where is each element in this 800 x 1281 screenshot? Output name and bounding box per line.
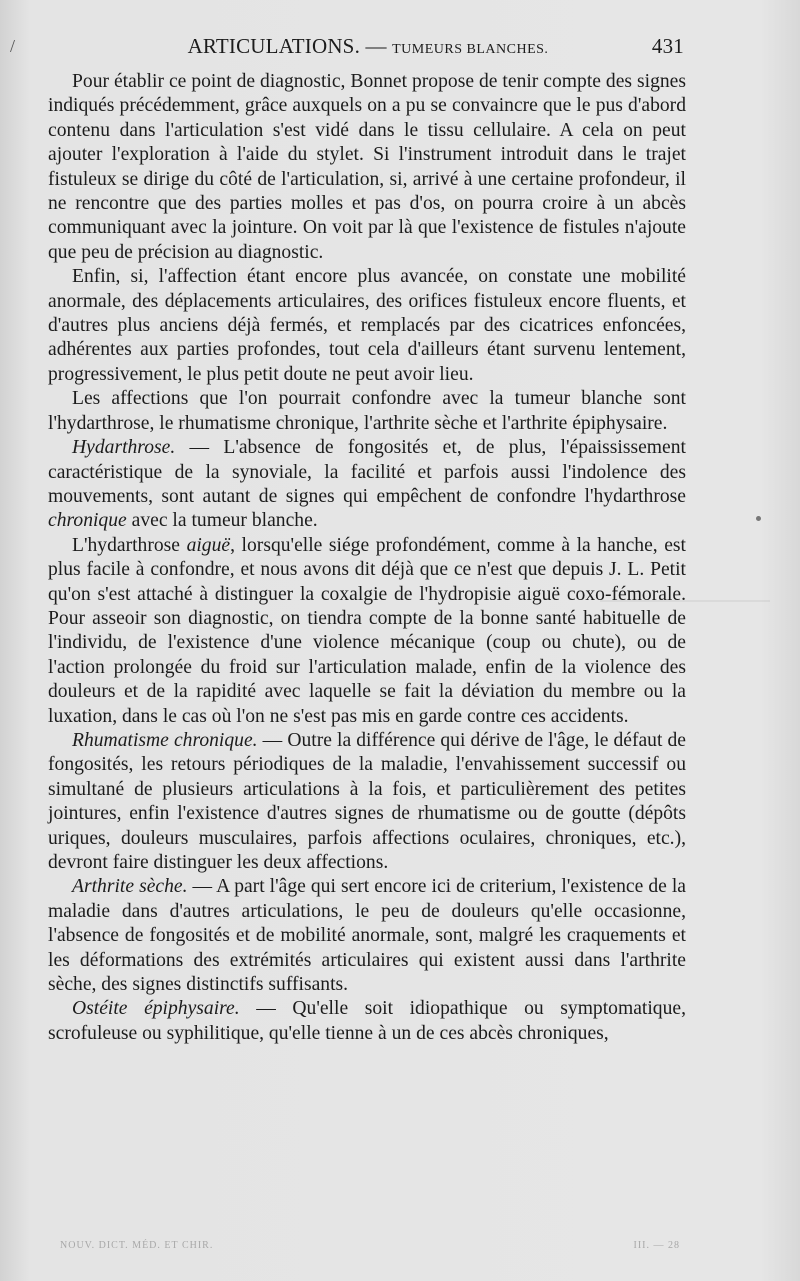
text-run: — L'absence de fongosités et, de plus, l'épaississement caractéristique de la synoviale, la facilité et parfois aussi l'indolence des mouvements, sont autant de signes qui empêchent de confondre l'hydarthrose <box>48 437 686 507</box>
running-head <box>48 34 688 62</box>
paragraph <box>48 70 686 265</box>
paragraph <box>48 875 686 997</box>
page-footer <box>60 1240 680 1251</box>
text-run: — Outre la différence qui dérive de l'âge, le défaut de fongosités, les retours périodiques de la maladie, l'envahissement successif ou simultané de plusieurs articulations à la fois, et particulièrement des petites jointures, enfin l'existence d'autres signes de rhumatisme ou de goutte (dépôts uriques, douleurs musculaires, parfois affections oculaires, chroniques, etc.), devront faire distinguer les deux affections. <box>48 729 686 873</box>
show-through <box>600 600 770 602</box>
paragraph <box>48 436 686 534</box>
italic-run: Arthrite sèche. <box>72 876 188 898</box>
margin-mark: / <box>10 36 16 56</box>
running-title <box>48 34 688 59</box>
text-run: Les affections que l'on pourrait confondre avec la tumeur blanche sont l'hydarthrose, le rhumatisme chronique, l'arthrite sèche et l'arthrite épiphysaire. <box>48 388 686 434</box>
paragraph <box>48 534 686 729</box>
text-run: — A part l'âge qui sert encore ici de criterium, l'existence de la maladie dans d'autres articulations, le peu de douleurs qu'elle occasionne, l'absence de fongosités et de mobilité anormale, sont, malgré les craquements et les déformations des extrémités articulaires qui existent aussi dans l'arthrite sèche, des signes distinctifs suffisants. <box>48 876 686 996</box>
italic-run: Rhumatisme chronique. <box>72 729 258 751</box>
chapter-title: ARTICULATIONS. <box>187 34 361 58</box>
text-run: , lorsqu'elle siége profondément, comme à la hanche, est plus facile à confondre, et nous avons dit déjà que ce n'est que depuis J. L. Petit qu'on s'est attaché à distinguer la coxalgie de l'hydropisie aiguë coxo-fémorale. Pour asseoir son diagnostic, on tiendra compte de la bonne santé habituelle de l'individu, de l'existence d'une violence mécanique (coup ou chute), ou de l'action prolongée du froid sur l'articulation malade, enfin de la violence des douleurs et de la rapidité avec laquelle se fait la déviation du membre ou la luxation, dans le cas où l'on ne s'est pas mis en garde contre ces accidents. <box>48 534 686 727</box>
italic-run: Ostéite épiphysaire. <box>72 998 240 1020</box>
text-run: — Qu'elle soit idiopathique ou symptomatique, scrofuleuse ou syphilitique, qu'elle tienne à un de ces abcès chroniques, <box>48 998 686 1044</box>
paragraph <box>48 997 686 1046</box>
text-run: Pour établir ce point de diagnostic, Bonnet propose de tenir compte des signes indiqués précédemment, grâce auxquels on a pu se convaincre que le pus d'abord contenu dans l'articulation s'est vidé dans le tissu cellulaire. A cela on peut ajouter l'exploration à l'aide du stylet. Si l'instrument introduit dans le trajet fistuleux se dirige du côté de l'articulation, si, arrivé à une certaine profondeur, il ne rencontre que des parties molles et pas d'os, on pourra croire à un abcès communiquant avec la jointure. On voit par là que l'existence de fistules n'ajoute que peu de précision au diagnostic. <box>48 71 686 263</box>
page-number: 431 <box>651 34 684 58</box>
text-run: avec la tumeur blanche. <box>126 510 318 532</box>
italic-run: Hydarthrose. <box>72 437 176 459</box>
title-dash: — <box>365 34 387 58</box>
paragraph <box>48 387 686 436</box>
body-text <box>48 70 686 1046</box>
ink-spot <box>756 516 761 521</box>
paragraph <box>48 265 686 387</box>
footer-title: NOUV. DICT. MÉD. ET CHIR. <box>60 1240 214 1251</box>
italic-run: aiguë <box>186 534 231 556</box>
paragraph <box>48 729 686 875</box>
text-run: L'hydarthrose <box>72 534 187 556</box>
signature-mark: III. — 28 <box>633 1240 680 1251</box>
text-run: Enfin, si, l'affection étant encore plus avancée, on constate une mobilité anormale, des déplacements articulaires, des orifices fistuleux encore fluents, et d'autres plus anciens déjà fermés, et remplacés par des cicatrices enfoncées, adhérentes aux parties profondes, tout cela d'ailleurs étant survenu lentement, progressivement, le plus petit doute ne peut avoir lieu. <box>48 266 686 385</box>
section-title: TUMEURS BLANCHES. <box>392 42 549 57</box>
italic-run: chronique <box>48 510 127 532</box>
